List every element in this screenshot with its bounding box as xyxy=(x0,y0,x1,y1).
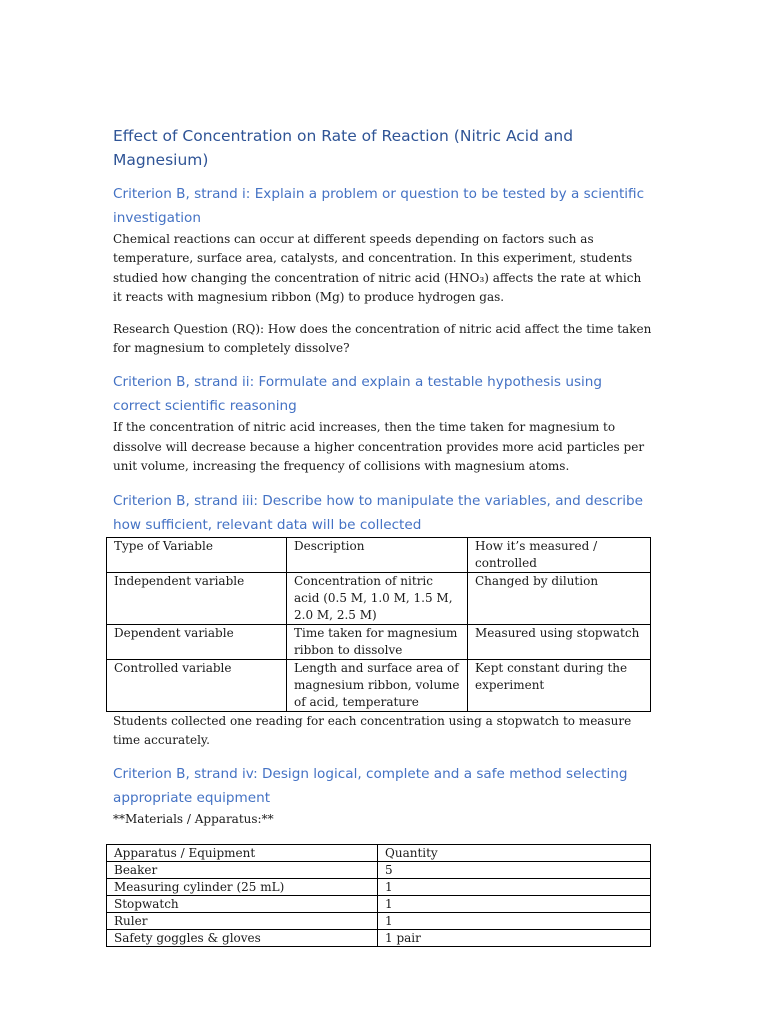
table-cell: Dependent variable xyxy=(107,624,287,659)
research-question: Research Question (RQ): How does the concentration of nitric acid affect the time taken for magnesium to completely dissolve? xyxy=(113,321,652,356)
table-row xyxy=(107,861,651,878)
table-header-cell: Quantity xyxy=(378,844,651,861)
table-row xyxy=(107,929,651,946)
data-collection-paragraph: Students collected one reading for each concentration using a stopwatch to measure time accurately. xyxy=(113,713,632,748)
table-cell: Stopwatch xyxy=(107,895,378,912)
section-heading-strand-iv: Criterion B, strand iv: Design logical, complete and a safe method selecting appropriate equipment xyxy=(113,766,628,807)
table-header-cell: Type of Variable xyxy=(107,537,287,572)
table-cell: 1 xyxy=(378,895,651,912)
table-cell: Changed by dilution xyxy=(468,572,651,624)
section-paragraph: Chemical reactions can occur at different speeds depending on factors such as temperature, surface area, catalysts, and concentration. In this experiment, students studied how changing the concentration of nitric acid (HNO₃) affects the rate at which it reacts with magnesium ribbon (Mg) to produce hydrogen gas. xyxy=(113,232,642,305)
table-header-row xyxy=(107,844,651,861)
table-header-cell: How it’s measured / controlled xyxy=(468,537,651,572)
table-cell: Length and surface area of magnesium ribbon, volume of acid, temperature xyxy=(287,659,468,711)
table-row xyxy=(107,895,651,912)
table-header-cell: Apparatus / Equipment xyxy=(107,844,378,861)
table-row xyxy=(107,572,651,624)
table-cell: Controlled variable xyxy=(107,659,287,711)
section-heading-strand-i: Criterion B, strand i: Explain a problem or question to be tested by a scientific investigation xyxy=(113,186,645,226)
variables-table xyxy=(106,537,651,712)
table-cell: 5 xyxy=(378,861,651,878)
table-header-cell: Description xyxy=(287,537,468,572)
materials-label: **Materials / Apparatus:** xyxy=(113,812,274,827)
section-heading-strand-iii: Criterion B, strand iii: Describe how to manipulate the variables, and describe how sufficient, relevant data will be collected xyxy=(113,492,643,533)
hypothesis-paragraph: If the concentration of nitric acid increases, then the time taken for magnesium to dissolve will decrease because a higher concentration provides more acid particles per unit volume, increasing the frequency of collisions with magnesium atoms. xyxy=(113,420,645,474)
table-row xyxy=(107,912,651,929)
table-cell: Ruler xyxy=(107,912,378,929)
table-cell: Independent variable xyxy=(107,572,287,624)
table-cell: Safety goggles & gloves xyxy=(107,929,378,946)
table-cell: Measured using stopwatch xyxy=(468,624,651,659)
table-cell: Beaker xyxy=(107,861,378,878)
document-title: Effect of Concentration on Rate of Reaction (Nitric Acid and Magnesium) xyxy=(113,127,574,169)
table-cell: 1 xyxy=(378,912,651,929)
apparatus-table xyxy=(106,844,651,947)
table-cell: Measuring cylinder (25 mL) xyxy=(107,878,378,895)
table-cell: 1 pair xyxy=(378,929,651,946)
table-cell: Concentration of nitric acid (0.5 M, 1.0 M, 1.5 M, 2.0 M, 2.5 M) xyxy=(287,572,468,624)
table-cell: Time taken for magnesium ribbon to dissolve xyxy=(287,624,468,659)
table-row xyxy=(107,878,651,895)
table-row xyxy=(107,659,651,711)
table-cell: Kept constant during the experiment xyxy=(468,659,651,711)
section-heading-strand-ii: Criterion B, strand ii: Formulate and explain a testable hypothesis using correct scientific reasoning xyxy=(113,374,603,415)
table-cell: 1 xyxy=(378,878,651,895)
table-header-row xyxy=(107,537,651,572)
document-page xyxy=(113,124,653,947)
table-row xyxy=(107,624,651,659)
